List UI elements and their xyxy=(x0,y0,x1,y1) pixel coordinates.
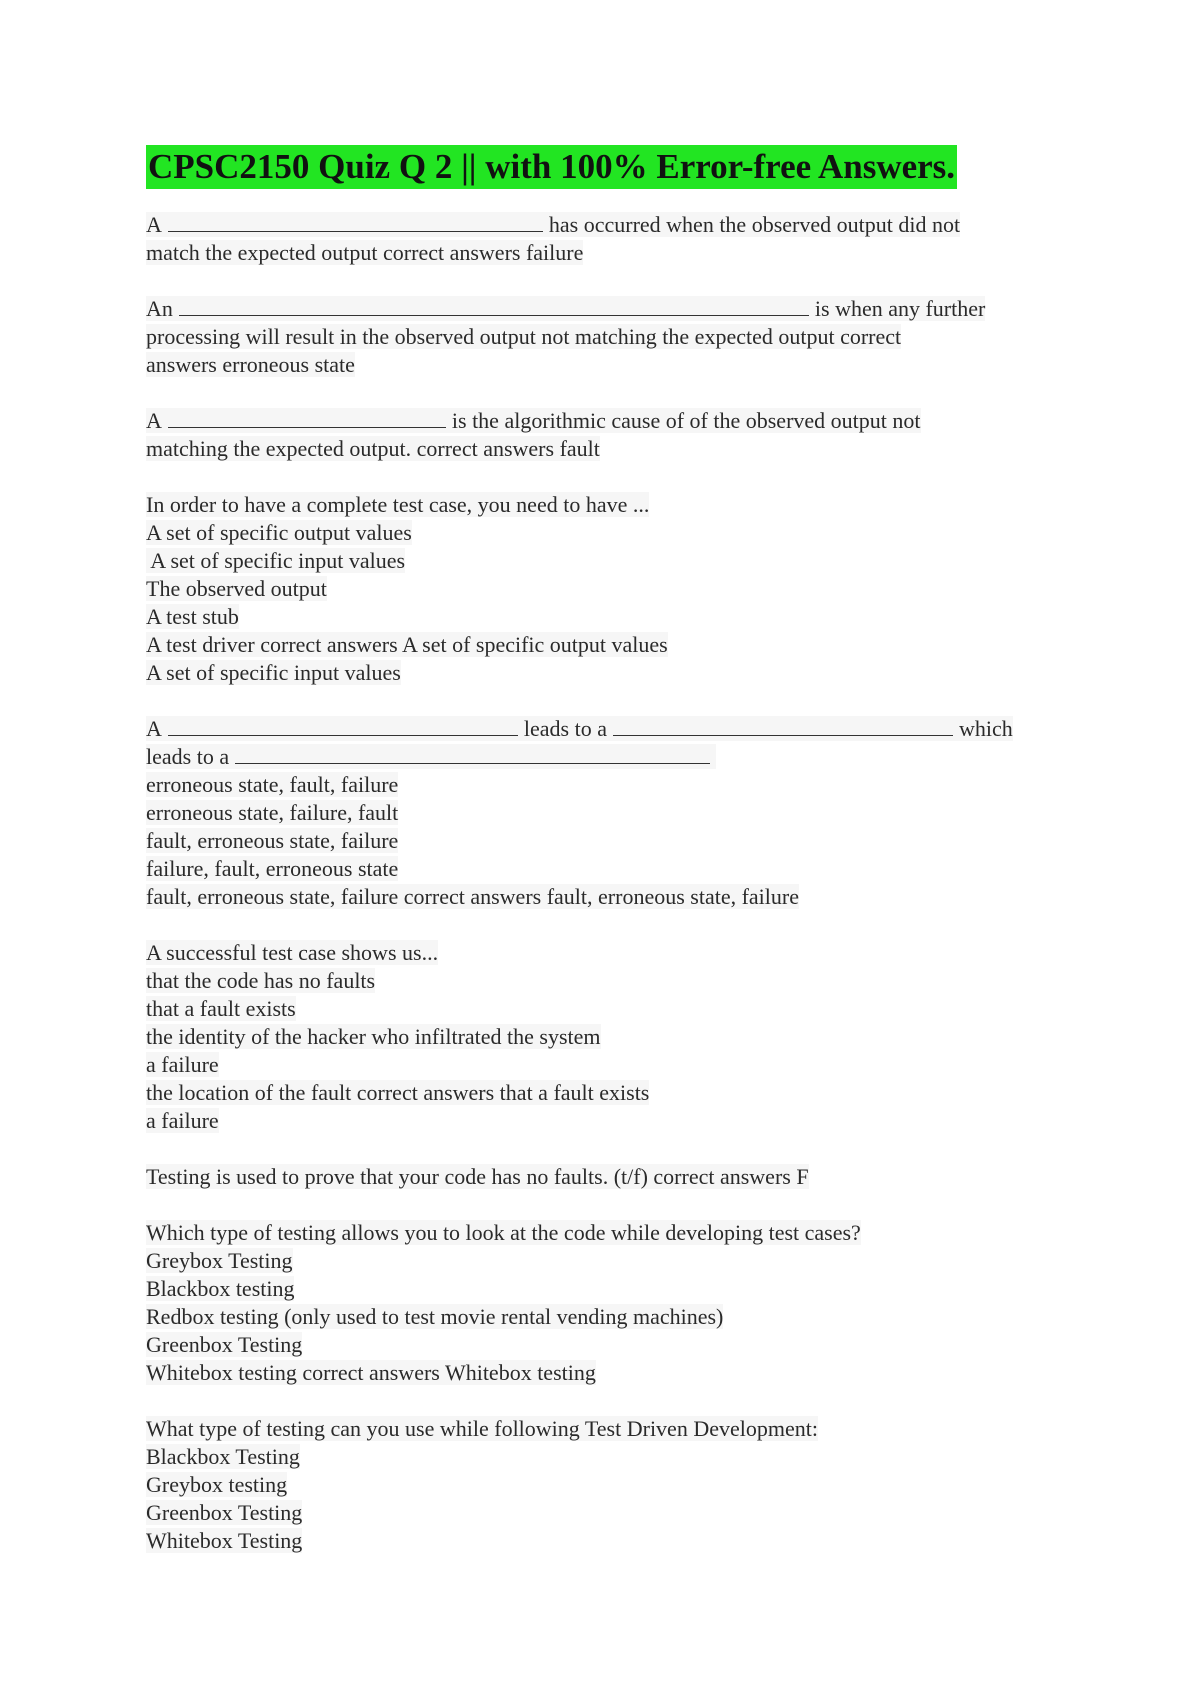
option-text: A set of specific input values xyxy=(146,660,401,685)
question-line xyxy=(146,491,1046,519)
option-text: The observed output xyxy=(146,576,327,601)
answer-option xyxy=(146,1331,1046,1359)
option-text: A set of specific output values xyxy=(146,520,412,545)
answer-option xyxy=(146,855,1046,883)
question-line xyxy=(146,211,1046,239)
question-5 xyxy=(146,715,1046,911)
answer-option xyxy=(146,1079,1046,1107)
question-text: is when any further xyxy=(814,296,986,321)
question-line xyxy=(146,939,1046,967)
option-text: failure, fault, erroneous state xyxy=(146,856,399,881)
question-text: Which type of testing allows you to look at the code while developing test cases? xyxy=(146,1220,861,1245)
answer-option xyxy=(146,771,1046,799)
answer-option xyxy=(146,1247,1046,1275)
document-page xyxy=(146,145,1046,1583)
answer-option xyxy=(146,603,1046,631)
question-line xyxy=(146,1415,1046,1443)
answer-blank xyxy=(179,295,809,316)
answer-option xyxy=(146,1443,1046,1471)
option-text: Redbox testing (only used to test movie rental vending machines) xyxy=(146,1304,724,1329)
option-text: a failure xyxy=(146,1052,219,1077)
option-text: that a fault exists xyxy=(146,996,296,1021)
question-text: What type of testing can you use while following Test Driven Development: xyxy=(146,1416,818,1441)
question-text: A xyxy=(146,212,162,237)
option-text: the identity of the hacker who infiltrated the system xyxy=(146,1024,601,1049)
question-line xyxy=(146,435,1046,463)
answer-option xyxy=(146,1051,1046,1079)
option-text: Greenbox Testing xyxy=(146,1332,303,1357)
question-line xyxy=(146,1163,1046,1191)
question-line xyxy=(146,351,1046,379)
answer-option xyxy=(146,1499,1046,1527)
question-6 xyxy=(146,939,1046,1135)
answer-option xyxy=(146,995,1046,1023)
question-text: leads to a xyxy=(146,744,230,769)
question-4 xyxy=(146,491,1046,687)
question-2 xyxy=(146,295,1046,379)
answer-option xyxy=(146,1359,1046,1387)
option-text: A set of specific input values xyxy=(146,548,406,573)
option-text: fault, erroneous state, failure correct answers fault, erroneous state, failure xyxy=(146,884,799,909)
option-text: a failure xyxy=(146,1108,219,1133)
question-text: match the expected output correct answers failure xyxy=(146,240,584,265)
question-text: is the algorithmic cause of of the observed output not xyxy=(451,408,921,433)
answer-option xyxy=(146,575,1046,603)
option-text: erroneous state, failure, fault xyxy=(146,800,399,825)
question-1 xyxy=(146,211,1046,267)
answer-blank xyxy=(235,743,710,764)
option-text: Whitebox testing correct answers Whitebox testing xyxy=(146,1360,596,1385)
option-text: the location of the fault correct answers that a fault exists xyxy=(146,1080,650,1105)
answer-option xyxy=(146,631,1046,659)
option-text: Blackbox testing xyxy=(146,1276,295,1301)
question-text: answers erroneous state xyxy=(146,352,355,377)
question-text: A xyxy=(146,408,162,433)
option-text: fault, erroneous state, failure xyxy=(146,828,399,853)
question-text: A xyxy=(146,716,162,741)
question-text: leads to a xyxy=(523,716,607,741)
question-text: processing will result in the observed output not matching the expected output correct xyxy=(146,324,902,349)
question-text: A successful test case shows us... xyxy=(146,940,439,965)
option-text: A test driver correct answers A set of specific output values xyxy=(146,632,668,657)
question-3 xyxy=(146,407,1046,463)
question-line xyxy=(146,1219,1046,1247)
option-text: Blackbox Testing xyxy=(146,1444,300,1469)
answer-option xyxy=(146,883,1046,911)
answer-option xyxy=(146,547,1046,575)
answer-blank xyxy=(168,715,518,736)
answer-option xyxy=(146,1471,1046,1499)
question-text: An xyxy=(146,296,173,321)
question-text: has occurred when the observed output did not xyxy=(548,212,961,237)
question-text: Testing is used to prove that your code has no faults. (t/f) correct answers F xyxy=(146,1164,809,1189)
option-text: erroneous state, fault, failure xyxy=(146,772,399,797)
option-text: A test stub xyxy=(146,604,239,629)
question-line xyxy=(146,743,1046,771)
question-8 xyxy=(146,1219,1046,1387)
answer-option xyxy=(146,967,1046,995)
question-text: In order to have a complete test case, you need to have ... xyxy=(146,492,650,517)
option-text: Greybox Testing xyxy=(146,1248,293,1273)
answer-option xyxy=(146,1275,1046,1303)
option-text: that the code has no faults xyxy=(146,968,376,993)
option-text: Whitebox Testing xyxy=(146,1528,303,1553)
answer-option xyxy=(146,1023,1046,1051)
answer-option xyxy=(146,1527,1046,1555)
answer-option xyxy=(146,799,1046,827)
document-title: CPSC2150 Quiz Q 2 || with 100% Error-free Answers. xyxy=(146,145,957,189)
question-7 xyxy=(146,1163,1046,1191)
option-text: Greenbox Testing xyxy=(146,1500,303,1525)
question-9 xyxy=(146,1415,1046,1555)
answer-option xyxy=(146,1303,1046,1331)
answer-blank xyxy=(613,715,953,736)
question-line xyxy=(146,715,1046,743)
answer-option xyxy=(146,659,1046,687)
question-text: matching the expected output. correct answers fault xyxy=(146,436,600,461)
answer-blank xyxy=(168,211,543,232)
answer-blank xyxy=(168,407,446,428)
answer-option xyxy=(146,519,1046,547)
question-text: which xyxy=(958,716,1013,741)
question-line xyxy=(146,295,1046,323)
answer-option xyxy=(146,1107,1046,1135)
option-text: Greybox testing xyxy=(146,1472,288,1497)
question-line xyxy=(146,407,1046,435)
question-line xyxy=(146,323,1046,351)
question-line xyxy=(146,239,1046,267)
answer-option xyxy=(146,827,1046,855)
